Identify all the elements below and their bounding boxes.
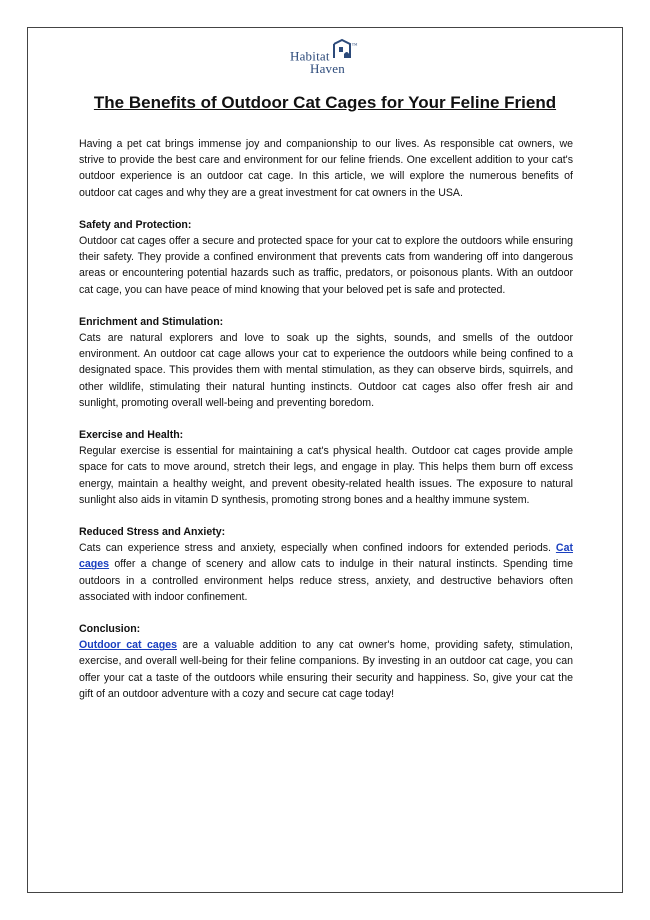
logo-line-1: Habitat [290,48,330,64]
body-text: offer a change of scenery and allow cats to indulge in their natural instincts. Spending time outdoors in a controlled environment helps reduce stress, anxiety, and destructive behaviors often associated with indoor confinement. [79,558,573,603]
intro-paragraph: Having a pet cat brings immense joy and companionship to our lives. As responsible cat owners, we strive to provide the best care and environment for our feline friends. One excellent addition to your cat's outdoor experience is an outdoor cat cage. In this article, we will explore the numerous benefits of outdoor cat cages and why they are a great investment for cat owners in the USA. [79,138,573,199]
section-body: Regular exercise is essential for maintaining a cat's physical health. Outdoor cat cages provide ample space for cats to move around, stretch their legs, and engage in play. This helps them burn off excess energy, maintain a healthy weight, and prevent obesity-related health issues. The exposure to natural sunlight also aids in vitamin D synthesis, promoting strong bones and a healthy immune system. [79,445,573,506]
cat-cages-link[interactable]: Cat cages [79,542,573,571]
section-enrichment [79,314,573,411]
section-body: Cats are natural explorers and love to soak up the sights, sounds, and smells of the outdoor environment. An outdoor cat cage allows your cat to experience the outdoors while being confined to a designated space. This provides them with mental stimulation, as they can observe birds, squirrels, and other wildlife, stimulating their natural hunting instincts. Outdoor cat cages also offer fresh air and sunlight, promoting overall well-being and preventing boredom. [79,332,573,409]
body-text: Cats can experience stress and anxiety, especially when confined indoors for extended periods. [79,542,556,555]
section-heading: Enrichment and Stimulation: [79,315,224,328]
section-exercise [79,427,573,508]
section-heading: Reduced Stress and Anxiety: [79,526,226,539]
article-title: The Benefits of Outdoor Cat Cages for Your Feline Friend [93,93,557,112]
section-body [79,637,573,702]
logo-line-2: Haven [310,61,345,77]
article-body [79,136,573,702]
section-safety [79,217,573,298]
section-heading: Conclusion: [79,623,141,636]
habitat-haven-logo [290,38,370,78]
section-body: Outdoor cat cages offer a secure and protected space for your cat to explore the outdoors while ensuring their safety. They provide a confined environment that prevents cats from wandering off into dangerous areas or encountering potential hazards such as traffic, predators, or poisonous plants. With an outdoor cat cage, you can have peace of mind knowing that your beloved pet is safe and protected. [79,235,573,296]
body-text: are a valuable addition to any cat owner's home, providing safety, stimulation, exercise, and overall well-being for their feline companions. By investing in an outdoor cat cage, you can offer your cat a taste of the outdoors while ensuring their security and happiness. So, give your cat the gift of an outdoor adventure with a cozy and secure cat cage today! [79,639,573,700]
section-body [79,540,573,605]
section-stress [79,524,573,605]
section-heading: Exercise and Health: [79,429,184,442]
section-heading: Safety and Protection: [79,218,192,231]
outdoor-cat-cages-link[interactable]: Outdoor cat cages [79,639,178,652]
logo-trademark: ™ [351,43,358,49]
logo-wordmark [290,43,358,77]
section-conclusion [79,621,573,702]
